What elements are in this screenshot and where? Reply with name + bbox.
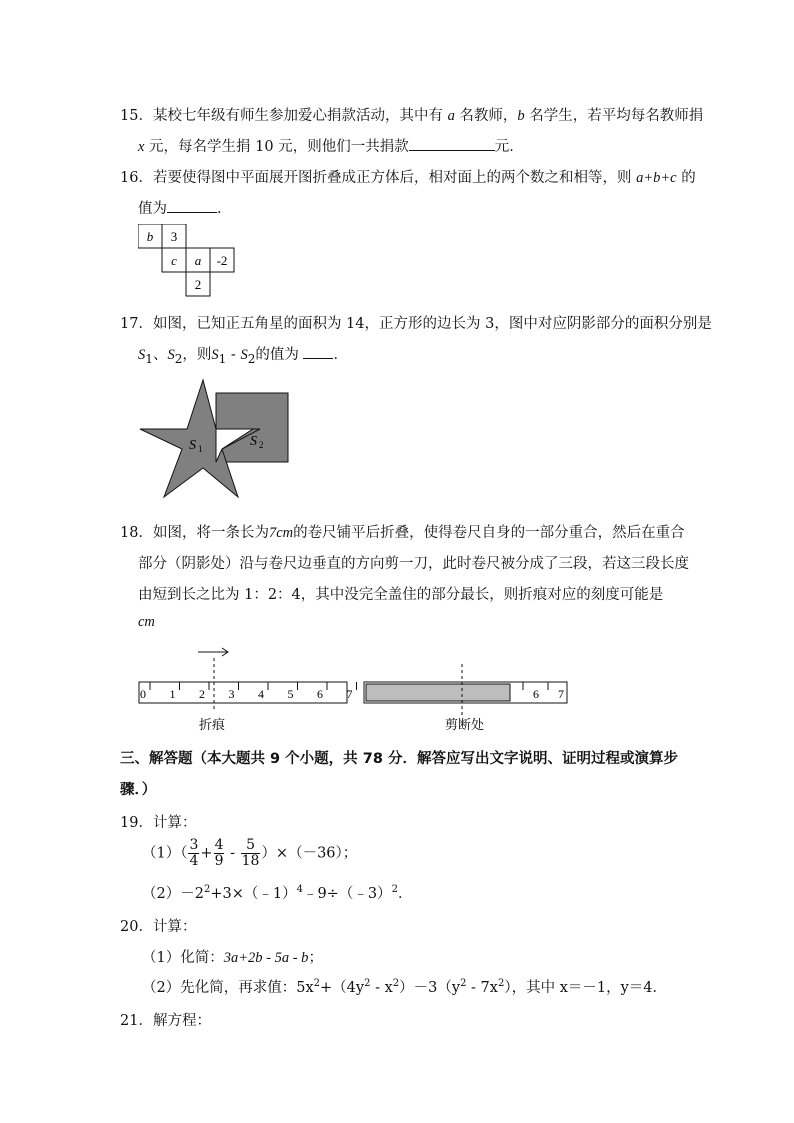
q21-title: 21．解方程： <box>120 1013 211 1029</box>
ruler1-label-5: 5 <box>287 687 294 701</box>
fraction-4-9: $\frac{4}{9}$ <box>214 837 224 869</box>
q18-line1: 18．如图，将一条长为7cm的卷尺铺平后折叠，使得卷尺自身的一部分重合，然后在重合 <box>120 525 685 541</box>
q19-title: 19．计算： <box>120 815 197 831</box>
fraction-5-18: $\frac{5}{18}$ <box>241 837 260 869</box>
section3-heading-line1: 三、解答题（本大题共 9 个小题，共 78 分．解答应写出文字说明、证明过程或演算步 <box>120 751 678 767</box>
q15-line1: 15．某校七年级有师生参加爱心捐款活动，其中有 a 名教师，b 名学生，若平均每名教师捐 <box>120 108 704 124</box>
net-cell-neg2: -2 <box>216 253 228 268</box>
q18-line3: 由短到长之比为 1：2：4，其中没完全盖住的部分最长，则折痕对应的刻度可能是 <box>138 587 664 603</box>
q19-part2: $(2)-2^2+3\times(﹣1)^4﹣9\div(﹣3)^2$． <box>142 884 413 902</box>
ruler1-label-4: 4 <box>258 687 264 701</box>
q19-part1: （1）（ $\frac{3}{4}$ + $\frac{4}{9}$ - $\frac{5}{18}$ ）×（－36）； <box>142 837 358 869</box>
section3-heading-line2: 骤．） <box>120 782 157 798</box>
net-cell-b: b <box>146 229 154 244</box>
ruler1-label-0: 0 <box>140 687 146 701</box>
square-shape <box>216 393 288 462</box>
ruler1-label-1: 1 <box>169 687 176 701</box>
q15-line2: x 元，每名学生捐 10 元，则他们一共捐款 元． <box>138 135 524 156</box>
net-cell-2: 2 <box>194 277 202 292</box>
answer-blank-17[interactable] <box>303 344 333 359</box>
q16-line2: 值为 ． <box>138 197 232 218</box>
net-cell-c: c <box>171 253 177 268</box>
q18-line4: cm <box>138 614 155 630</box>
q20-part2: （2）先化简，再求值：$5x^2+(4y^2 - x^2)-3(y^2 - 7x^2)$，其中 x＝－1，y＝4． <box>142 978 668 996</box>
label-s2-sub: 2 <box>259 440 264 450</box>
label-s1: S <box>189 438 196 453</box>
label-cut: 剪断处 <box>445 717 485 732</box>
ruler2-label-7: 7 <box>558 687 564 701</box>
fraction-3-4: $\frac{3}{4}$ <box>189 837 199 869</box>
ruler1-label-2: 2 <box>199 687 205 701</box>
ruler2-label-6: 6 <box>533 687 539 701</box>
net-cell-3: 3 <box>170 229 178 244</box>
q18-line2: 部分（阴影处）沿与卷尺边垂直的方向剪一刀，此时卷尺被分成了三段，若这三段长度 <box>138 556 689 572</box>
q17-line2: $S_1$、$S_2$，则$S_1 - S_2$的值为 ． <box>138 343 348 366</box>
ruler1-label-6: 6 <box>317 687 323 701</box>
ruler1-label-3: 3 <box>228 687 235 701</box>
ruler-figure <box>136 644 572 738</box>
label-fold: 折痕 <box>199 717 226 732</box>
answer-blank-15[interactable] <box>409 136 495 151</box>
q16-line1: 16．若要使得图中平面展开图折叠成正方体后，相对面上的两个数之和相等，则 a+b+c 的 <box>120 170 696 186</box>
answer-blank-16[interactable] <box>167 198 217 213</box>
ruler1-label-7: 7 <box>346 687 353 701</box>
label-s2: S <box>250 434 257 449</box>
q20-title: 20．计算： <box>120 919 197 935</box>
star-square-figure <box>136 376 296 502</box>
q20-part1: （1）化简：3a+2b - 5a - b； <box>142 950 323 966</box>
q17-line1: 17．如图，已知正五角星的面积为 14，正方形的边长为 3，图中对应阴影部分的面积分别是 <box>120 316 712 332</box>
cube-net <box>138 224 238 298</box>
label-s1-sub: 1 <box>198 444 203 454</box>
net-cell-a: a <box>194 253 202 268</box>
overlap-shaded <box>366 684 510 701</box>
